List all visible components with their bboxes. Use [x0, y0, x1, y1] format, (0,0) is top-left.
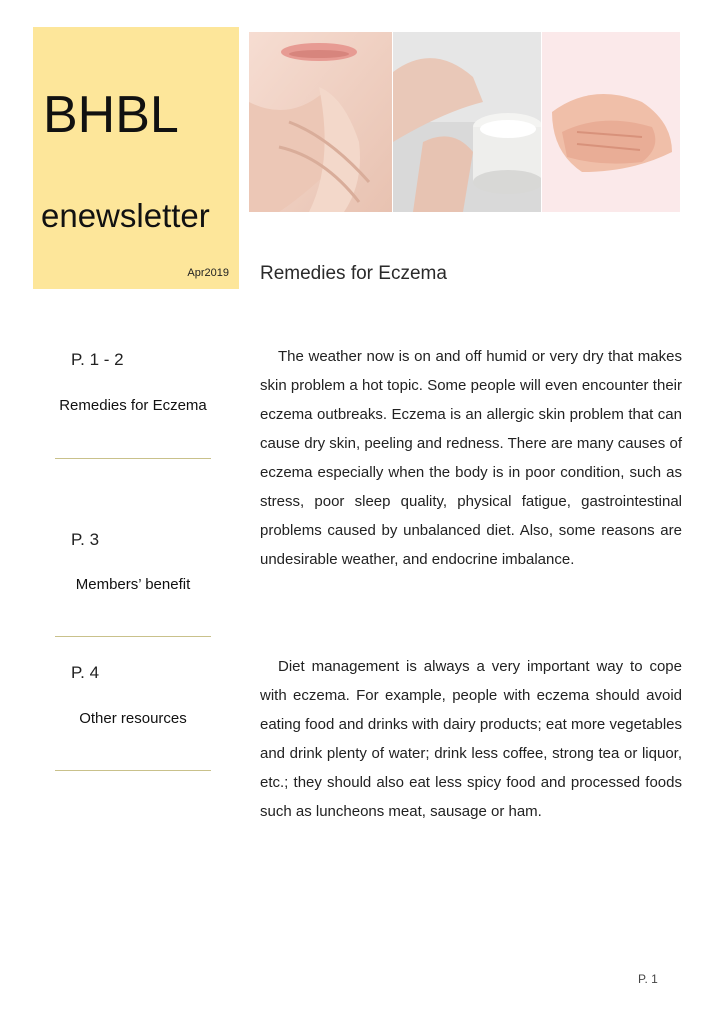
toc-divider — [55, 770, 211, 771]
toc-topic-3[interactable]: Other resources — [79, 710, 187, 727]
issue-date: Apr2019 — [187, 267, 229, 279]
brand-name: BHBL — [43, 86, 179, 144]
photo-hands-lotion — [542, 32, 680, 212]
toc-divider — [55, 458, 211, 459]
toc-divider — [55, 636, 211, 637]
photo-cream-jar — [393, 32, 541, 212]
toc-page-1: P. 1 - 2 — [71, 350, 124, 369]
masthead — [33, 27, 239, 289]
newsletter-subtitle: enewsletter — [41, 197, 210, 234]
article-title: Remedies for Eczema — [260, 263, 447, 284]
article-paragraph: Diet management is always a very important way to cope with eczema. For example, people with eczema should avoid eating food and drinks with dairy products; eat more vegetables and drink plenty of water; drink less coffee, strong tea or liquor, etc.; they should also eat less spicy food and processed foods such as luncheons meat, sausage or ham. — [260, 658, 682, 820]
page-number: P. 1 — [638, 972, 658, 986]
toc-topic-1[interactable]: Remedies for Eczema — [59, 397, 207, 414]
toc-page-3: P. 4 — [71, 663, 100, 682]
toc-page-2: P. 3 — [71, 530, 100, 549]
photo-face-hand — [249, 32, 392, 212]
article-paragraph: The weather now is on and off humid or very dry that makes skin problem a hot topic. Some people will even encounter their eczema outbreaks. Eczema is an allergic skin problem that can cause dry skin, peeling and redness. There are many causes of eczema especially when the body is in poor condition, such as stress, poor sleep quality, physical fatigue, gastrointestinal problems caused by unbalanced diet. Also, some reasons are undesirable weather, and endocrine imbalance. — [260, 348, 682, 568]
toc-topic-2[interactable]: Members’ benefit — [75, 576, 191, 593]
